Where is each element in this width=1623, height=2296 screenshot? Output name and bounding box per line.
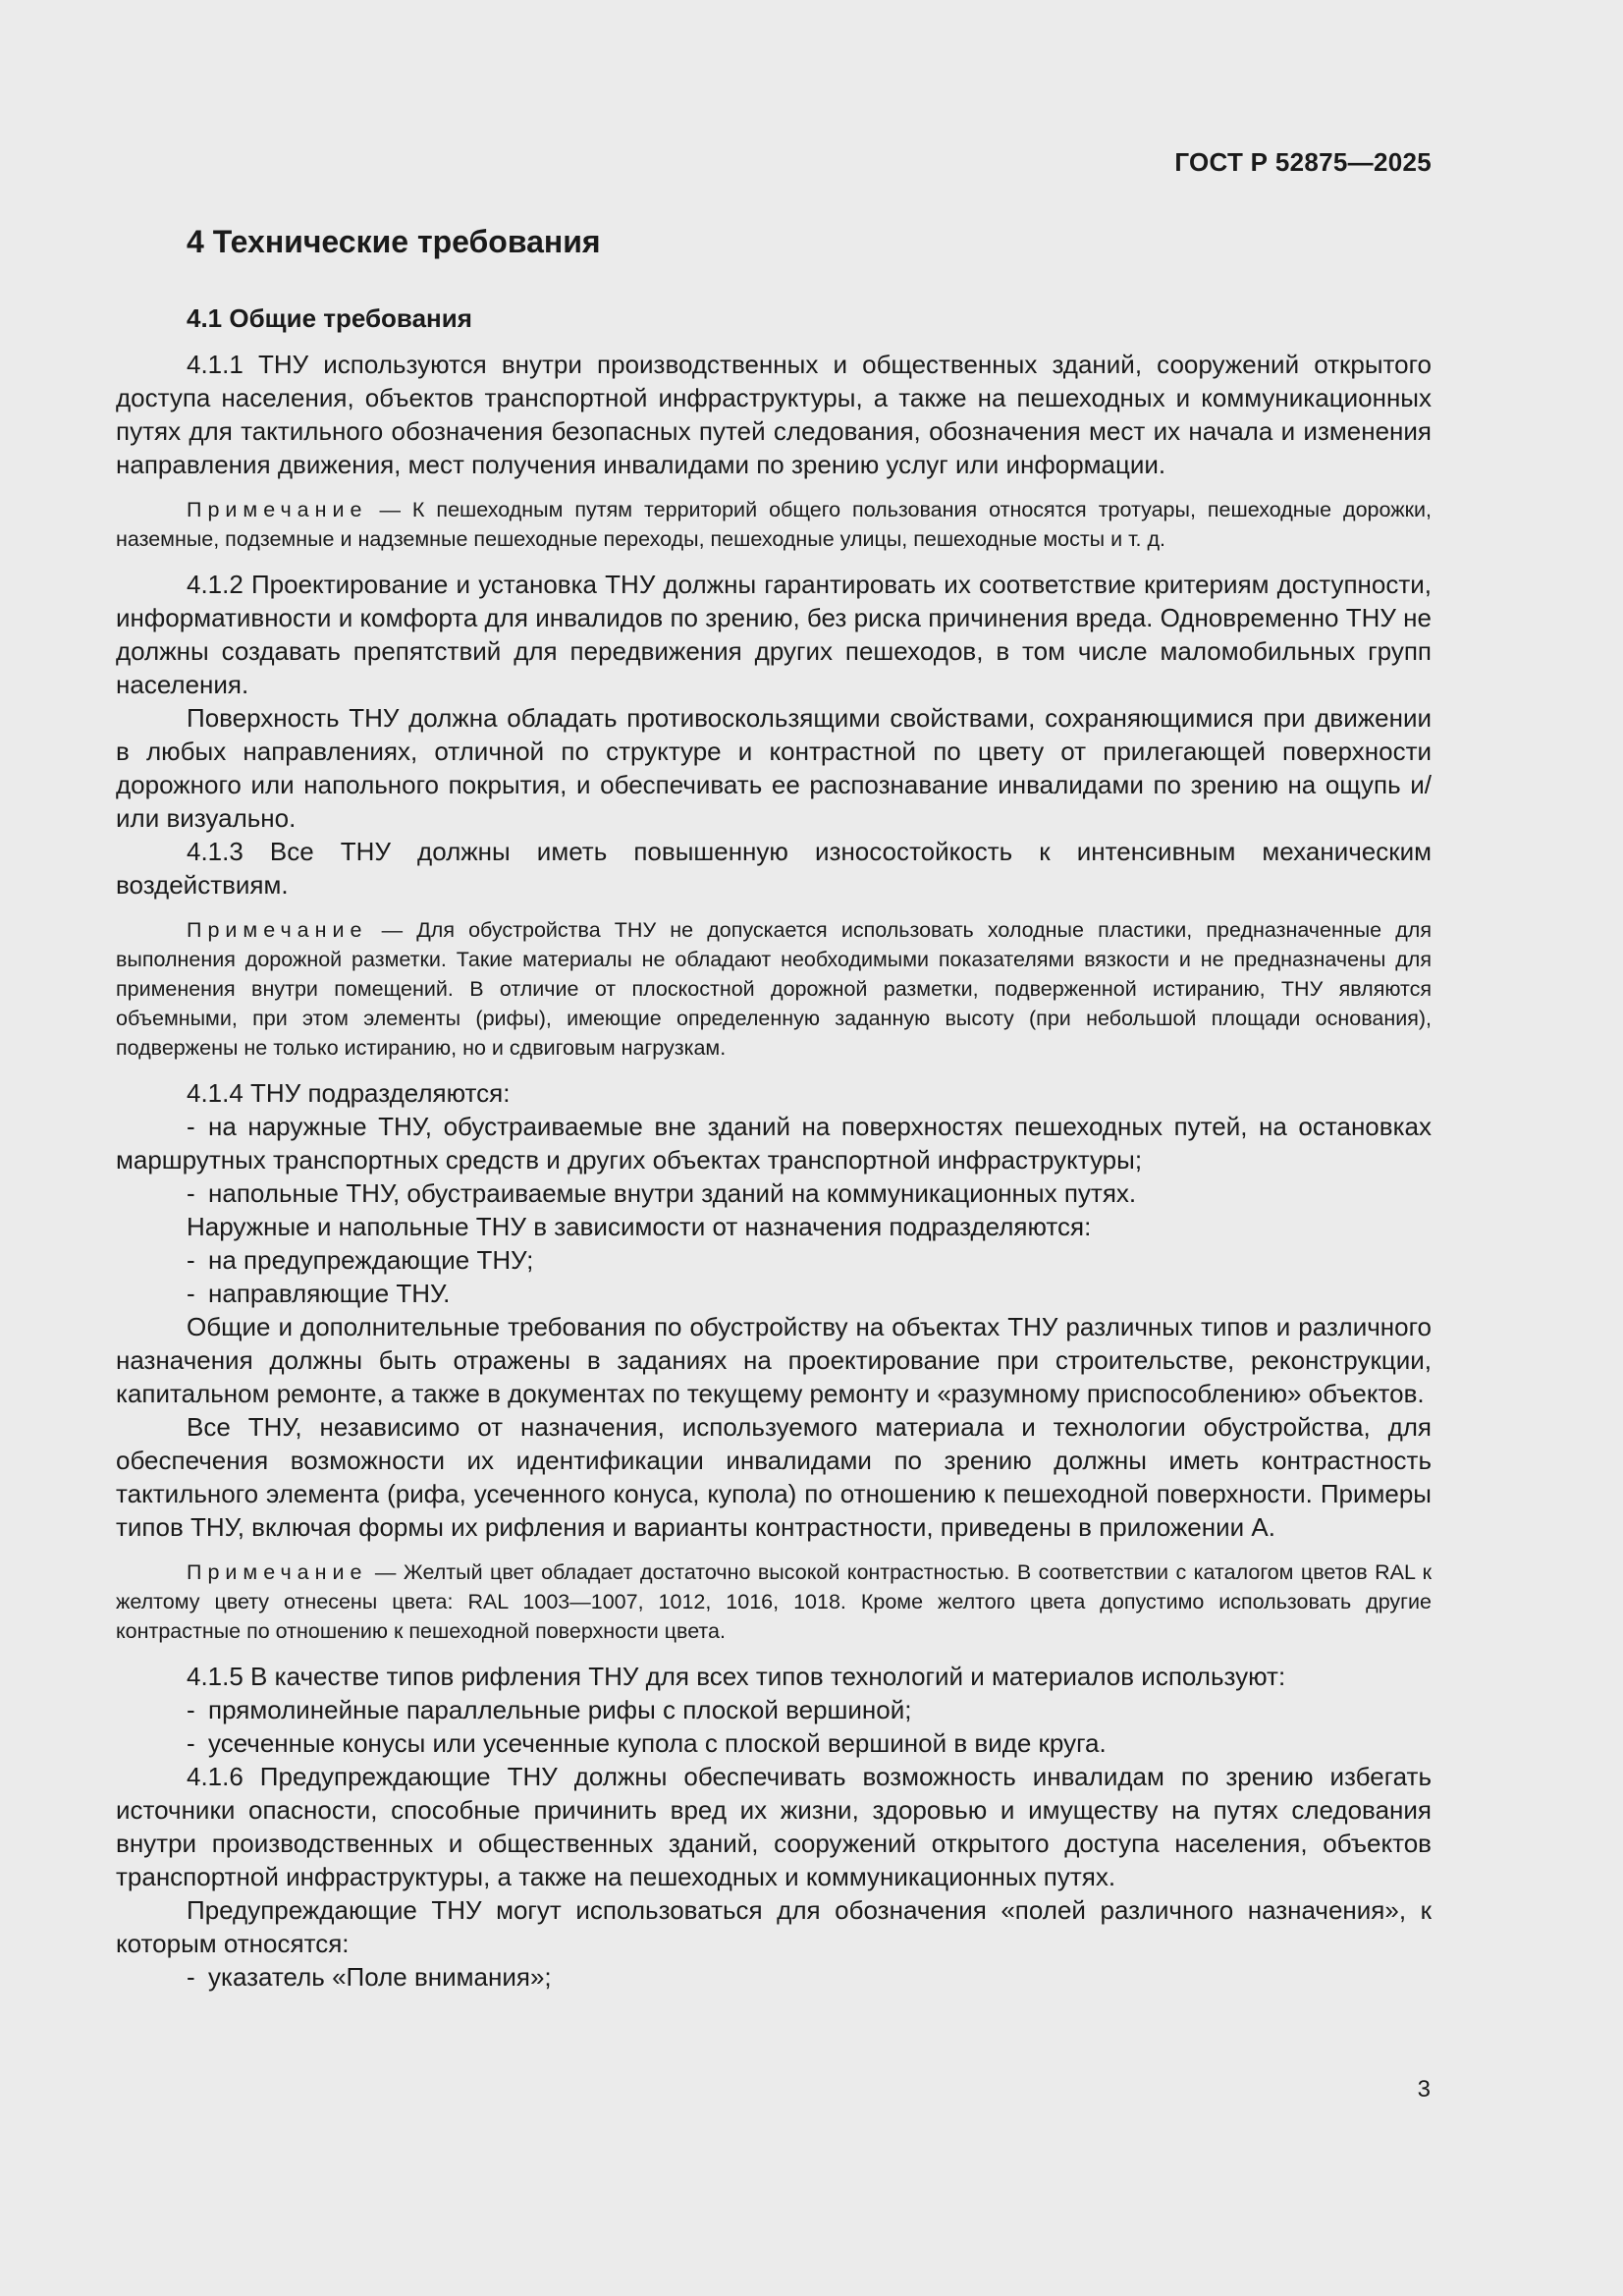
- document-id-header: ГОСТ Р 52875—2025: [1174, 147, 1432, 177]
- note-3: [116, 1558, 1432, 1646]
- note-text: — Для обустройства ТНУ не допускается использовать холодные пластики, предназначенные для выполнения дорожной разметки. Такие материалы не обладают необходимыми показателями вязкости и не предназначены для применения внутри помещений. В отличие от плоскостной дорожной разметки, подверженной истиранию, ТНУ являются объемными, при этом элементы (рифы), имеющие определенную заданную высоту (при небольшой площади основания), подвержены не только истиранию, но и сдвиговым нагрузкам.: [116, 918, 1432, 1060]
- list-item: - на предупреждающие ТНУ;: [187, 1245, 534, 1275]
- page-number: 3: [1417, 2076, 1431, 2103]
- list-dash: -: [187, 1245, 195, 1275]
- subsection-title: 4.1 Общие требования: [187, 303, 472, 333]
- note-1: [116, 495, 1432, 554]
- list-dash: -: [187, 1728, 195, 1758]
- paragraph-4-1-6: 4.1.6 Предупреждающие ТНУ должны обеспечивать возможность инвалидам по зрению избегать источники опасности, способные причинить вред их жизни, здоровью и имуществу на путях следования внутри производственных и общественных зданий, сооружений открытого доступа населения, объектов транспортной инфраструктуры, а также на пешеходных и коммуникационных путях.: [116, 1762, 1432, 1891]
- section-title: 4 Технические требования: [187, 224, 601, 259]
- list-item: - усеченные конусы или усеченные купола с плоской вершиной в виде круга.: [187, 1728, 1107, 1758]
- list-item: - прямолинейные параллельные рифы с плоской вершиной;: [187, 1695, 912, 1724]
- paragraph-4-1-4-purpose: Наружные и напольные ТНУ в зависимости от назначения подразделяются:: [187, 1212, 1092, 1241]
- note-label: Примечание: [187, 1560, 368, 1584]
- list-dash: -: [187, 1112, 195, 1141]
- paragraph-4-1-2: 4.1.2 Проектирование и установка ТНУ должны гарантировать их соответствие критериям доступности, информативности и комфорта для инвалидов по зрению, без риска причинения вреда. Одновременно ТНУ не должны создавать препятствий для передвижения других пешеходов, в том числе маломобильных групп населения.: [116, 570, 1432, 699]
- paragraph-4-1-4-general: Общие и дополнительные требования по обустройству на объектах ТНУ различных типов и различного назначения должны быть отражены в заданиях на проектирование при строительстве, реконструкции, капитальном ремонте, а также в документах по текущему ремонту и «разумному приспособлению» объектов.: [116, 1312, 1432, 1408]
- paragraph-4-1-2-surface: Поверхность ТНУ должна обладать противоскользящими свойствами, сохраняющимися при движении в любых направлениях, отличной по структуре и контрастной по цвету от прилегающей поверхности дорожного или напольного покрытия, и обеспечивать ее распознавание инвалидами по зрению на ощупь и/или визуально.: [116, 703, 1432, 833]
- note-text: — К пешеходным путям территорий общего пользования относятся тротуары, пешеходные дорожки, наземные, подземные и надземные пешеходные переходы, пешеходные улицы, пешеходные мосты и т. д.: [116, 498, 1432, 551]
- paragraph-4-1-5: 4.1.5 В качестве типов рифления ТНУ для всех типов технологий и материалов используют:: [187, 1662, 1286, 1691]
- note-label: Примечание: [187, 918, 368, 942]
- note-text: — Желтый цвет обладает достаточно высокой контрастностью. В соответствии с каталогом цветов RAL к желтому цвету отнесены цвета: RAL 1003—1007, 1012, 1016, 1018. Кроме желтого цвета допустимо использовать другие контрастные по отношению к пешеходной поверхности цвета.: [116, 1560, 1432, 1643]
- list-item: - направляющие ТНУ.: [187, 1279, 451, 1308]
- list-dash: -: [187, 1279, 195, 1308]
- list-item: - напольные ТНУ, обустраиваемые внутри зданий на коммуникационных путях.: [187, 1178, 1137, 1208]
- list-item: - указатель «Поле внимания»;: [187, 1962, 552, 1992]
- paragraph-4-1-1: 4.1.1 ТНУ используются внутри производственных и общественных зданий, сооружений открытого доступа населения, объектов транспортной инфраструктуры, а также на пешеходных и коммуникационных путях для тактильного обозначения безопасных путей следования, обозначения мест их начала и изменения направления движения, мест получения инвалидами по зрению услуг или информации.: [116, 350, 1432, 479]
- list-dash: -: [187, 1695, 195, 1724]
- paragraph-4-1-4-contrast: Все ТНУ, независимо от назначения, используемого материала и технологии обустройства, для обеспечения возможности их идентификации инвалидами по зрению должны иметь контрастность тактильного элемента (рифа, усеченного конуса, купола) по отношению к пешеходной поверхности. Примеры типов ТНУ, включая формы их рифления и варианты контрастности, приведены в приложении А.: [116, 1412, 1432, 1542]
- note-2: [116, 915, 1432, 1063]
- page-content: [116, 224, 1432, 1994]
- list-dash: -: [187, 1178, 195, 1208]
- list-item: - на наружные ТНУ, обустраиваемые вне зданий на поверхностях пешеходных путей, на остановках маршрутных транспортных средств и других объектах транспортной инфраструктуры;: [116, 1112, 1432, 1175]
- paragraph-4-1-4: 4.1.4 ТНУ подразделяются:: [187, 1078, 511, 1108]
- paragraph-4-1-3: 4.1.3 Все ТНУ должны иметь повышенную износостойкость к интенсивным механическим воздействиям.: [116, 837, 1432, 900]
- note-label: Примечание: [187, 498, 368, 521]
- list-dash: -: [187, 1962, 195, 1992]
- paragraph-4-1-6-fields: Предупреждающие ТНУ могут использоваться для обозначения «полей различного назначения», к которым относятся:: [116, 1895, 1432, 1958]
